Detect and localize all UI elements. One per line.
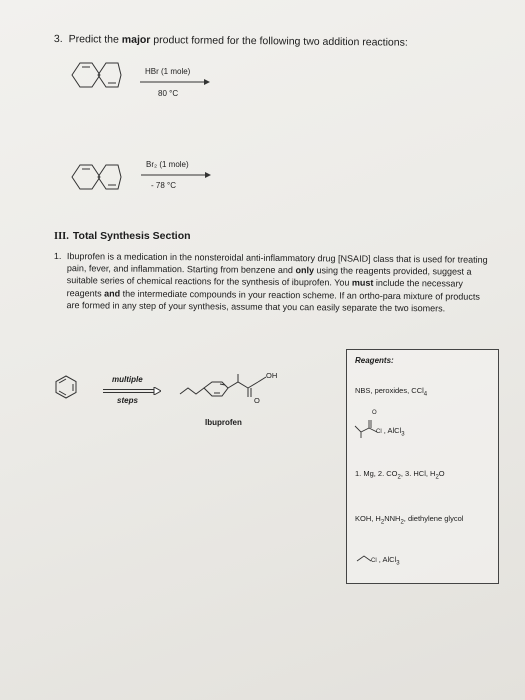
reagent-nbs-subscript: 4 — [423, 391, 428, 398]
reaction1-arrow — [140, 78, 210, 86]
reagent-wk-c: , diethylene glycol — [403, 514, 464, 523]
ibuprofen-label: Ibuprofen — [205, 418, 242, 427]
section-title-text: Total Synthesis Section — [72, 230, 191, 242]
multistep-arrow — [103, 387, 161, 395]
reagent-alkyl-cl: Cl — [371, 558, 377, 564]
question-1-paragraph — [53, 250, 490, 315]
question-3-number: 3. — [53, 33, 63, 46]
reagent-alkyl-text: , AlCl — [376, 555, 397, 564]
reagent-nbs-text: NBS, peroxides, CCl — [355, 386, 424, 395]
q1-text-part-3: include the necessary reagents — [66, 278, 464, 299]
reagents-box — [346, 349, 499, 584]
reagent-acyl-cl: Cl — [376, 429, 382, 435]
reagent-grignard-a: 1. Mg, 2. CO — [355, 469, 398, 478]
q1-bold-and: and — [104, 288, 121, 299]
multiple-label: multiple — [112, 375, 143, 384]
question-3-suffix: product formed for the following two addition reactions: — [150, 34, 408, 49]
reaction2-reagent: Br₂ (1 mole) — [146, 160, 189, 169]
ibuprofen-structure — [178, 364, 288, 404]
reaction1-reagent: HBr (1 mole) — [145, 67, 191, 76]
ibuprofen-o-label: O — [254, 396, 260, 405]
reaction2-condition: - 78 °C — [151, 181, 176, 190]
benzene-structure — [53, 374, 79, 400]
reagent-wk-a: KOH, H — [355, 514, 381, 523]
q1-text-part-1: Ibuprofen is a medication in the nonsteroidal anti-inflammatory drug [NSAID] class that is used for treating pain, fever, and inflammation. Starting from benzene and — [66, 251, 488, 276]
reagent-grignard-c: O — [438, 469, 445, 478]
question-1-number: 1. — [53, 250, 62, 262]
q1-bold-only: only — [295, 265, 315, 276]
acyl-chloride-o-label: O — [372, 410, 377, 416]
question-3 — [54, 33, 408, 49]
section-roman-numeral: III. — [54, 231, 69, 242]
reagent-grignard-sub2: 2 — [435, 474, 439, 481]
reagent-wk-sub2: 2 — [400, 519, 404, 526]
reagent-acyl-text: , AlCl — [381, 426, 402, 435]
reagent-grignard-sub1: 2 — [397, 474, 401, 481]
reagent-grignard — [355, 469, 445, 481]
bicyclic-diene-structure-2 — [64, 160, 124, 194]
reaction1-condition: 80 °C — [158, 89, 179, 98]
reagent-wk-b: NNH — [384, 514, 401, 523]
question-3-emphasis: major — [121, 33, 151, 47]
reagents-title: Reagents: — [355, 356, 394, 365]
reagent-grignard-b: , 3. HCl, H — [400, 469, 436, 478]
reagent-wolff-kishner — [355, 514, 463, 526]
q1-text-part-2: using the reagents provided, suggest a suitable series of chemical reactions for the synthesis of ibuprofen. You — [66, 265, 472, 289]
q1-text-part-4: the intermediate compounds in your reaction scheme. If an ortho-para mixture of products are formed in any step of your synthesis, assume that you can easily separate the two isomers. — [66, 288, 480, 314]
reagent-acyl-subscript: 3 — [401, 431, 405, 438]
reagent-wk-sub1: 2 — [380, 519, 385, 526]
ibuprofen-oh-label: OH — [266, 371, 278, 380]
q1-bold-must: must — [351, 278, 374, 289]
section-heading — [54, 230, 191, 242]
reagent-alkyl-chloride — [371, 555, 400, 567]
reagent-acyl-chloride — [376, 426, 405, 438]
reagent-nbs — [355, 386, 427, 398]
steps-label: steps — [117, 396, 138, 405]
bicyclic-diene-structure-1 — [64, 58, 124, 92]
reaction2-arrow — [141, 171, 211, 179]
question-3-prefix: Predict the — [68, 33, 122, 46]
reagent-alkyl-subscript: 3 — [396, 560, 400, 567]
